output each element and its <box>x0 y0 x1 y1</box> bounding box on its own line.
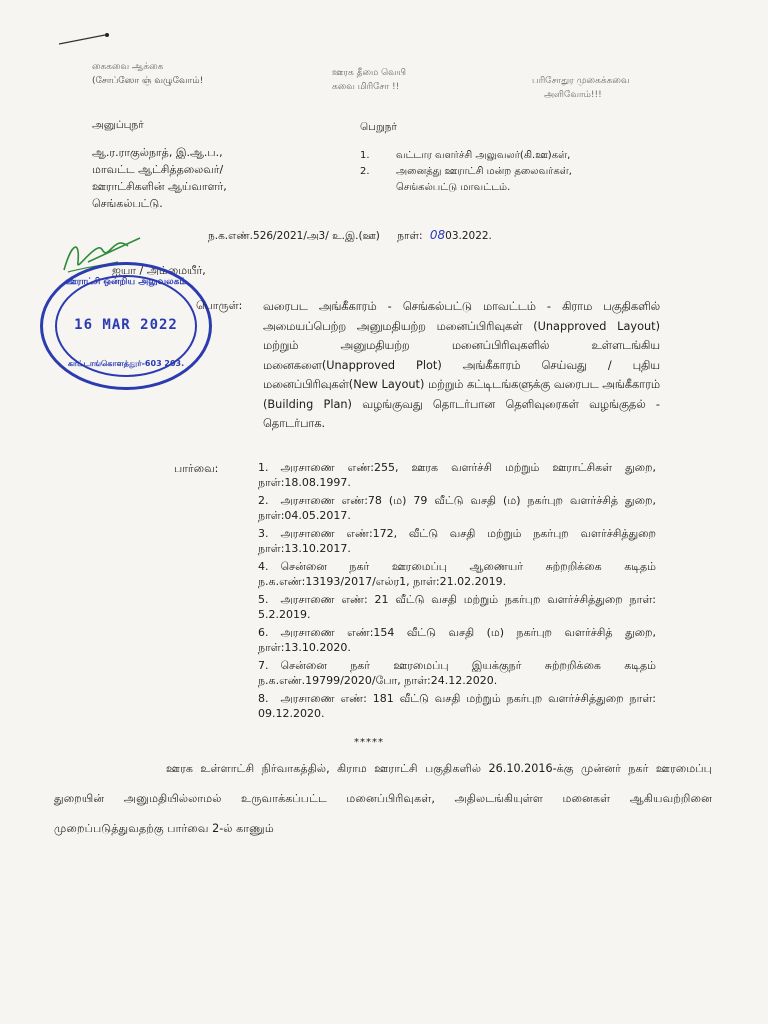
reference-num: 1. <box>258 461 269 474</box>
sender-title1: மாவட்ட ஆட்சித்தலைவர்/ <box>92 163 224 176</box>
reference-text: சென்னை நகர் ஊரமைப்பு ஆணையர் சுற்றறிக்கை கடிதம் ந.க.எண்:13193/2017/எல்ர1, நாள்:21.02.2019. <box>258 560 656 588</box>
reference-item <box>258 526 656 556</box>
reference-text: அரசாணை எண்:172, வீட்டு வசதி மற்றும் நகர்புற வளர்ச்சித்துறை நாள்:13.10.2017. <box>258 527 656 555</box>
subject-label: பொருள்: <box>196 299 243 312</box>
reference-num: 8. <box>258 692 269 705</box>
header-left-line2: (சோப்ஸோ ஞ் வழுவோம்! <box>92 76 204 86</box>
separator-stars: ***** <box>354 737 384 748</box>
header-right-line2: அளிவோம்!!! <box>544 90 602 100</box>
stamp-date: 16 MAR 2022 <box>74 317 178 333</box>
header-slogan-left <box>92 60 203 88</box>
reference-num: 2. <box>258 494 269 507</box>
handwritten-date: 08 <box>429 228 446 242</box>
reference-text: அரசாணை எண்:78 (ம) 79 வீட்டு வசதி (ம) நகர்புற வளர்ச்சித் துறை, நாள்:04.05.2017. <box>258 494 656 522</box>
reference-text: அரசாணை எண்: 181 வீட்டு வசதி மற்றும் நகர்புற வளர்ச்சித்துறை நாள்: 09.12.2020. <box>258 692 656 720</box>
recipient-block <box>360 148 660 196</box>
reference-text: அரசாணை எண்:255, ஊரக வளர்ச்சி மற்றும் ஊராட்சிகள் துறை, நாள்:18.08.1997. <box>258 461 656 489</box>
recipient-num-2: 2. <box>360 166 370 177</box>
date-rest: 03.2022. <box>445 230 492 242</box>
reference-item <box>258 559 656 589</box>
sender-title2: ஊராட்சிகளின் ஆய்வாளர், <box>92 180 227 193</box>
reference-line <box>208 228 492 244</box>
header-slogan-middle <box>332 66 406 94</box>
reference-item <box>258 691 656 721</box>
recipient-item-1 <box>360 148 660 164</box>
salutation: ஐயா / அம்மையீர், <box>112 264 206 277</box>
reference-item <box>258 625 656 655</box>
subject-text: வரைபட அங்கீகாரம் - செங்கல்பட்டு மாவட்டம் - கிராம பகுதிகளில் அமையப்பெற்ற அனுமதியற்ற மனைப்பிரிவுகள் (Unapproved Layout) மற்றும் அனுமதியற்ற மனைப்பிரிவுகளில் உள்ளடங்கிய மனைகளை(Unapproved Plot) அங்கீகாரம் செய்வது / புதிய மனைப்பிரிவுகள்(New Layout) மற்றும் கட்டிடங்களுக்கு வரைபட அங்கீகாரம் (Building Plan) வழங்குவது தொடர்பான தெளிவுரைகள் வழங்குதல் - தொடர்பாக. <box>263 300 660 430</box>
stamp-top-text: ஊராட்சி ஒன்றிய அலுவலகம் <box>65 277 187 287</box>
references-list <box>258 460 656 724</box>
recipient-num-1: 1. <box>360 150 370 161</box>
recipient-place: செங்கல்பட்டு மாவட்டம். <box>396 182 511 193</box>
reference-num: 7. <box>258 659 269 672</box>
header-left-line1: கைகவை ஆக்கை <box>92 62 164 72</box>
stamp-bottom-text: காட்டாங்கொளத்தூர்-603 203. <box>67 359 185 368</box>
reference-item <box>258 592 656 622</box>
reference-item <box>258 493 656 523</box>
sender-place: செங்கல்பட்டு. <box>92 197 163 210</box>
header-middle-line1: ஊரக தீமை வெயி <box>332 68 406 78</box>
reference-item <box>258 460 656 490</box>
reference-num: 6. <box>258 626 269 639</box>
body-paragraph: ஊரக உள்ளாட்சி நிர்வாகத்தில், கிராம ஊராட்சி பகுதிகளில் 26.10.2016-க்கு முன்னர் நகர் ஊரமைப்பு துறையின் அனுமதியில்லாமல் உருவாக்கப்பட்ட மனைப்பிரிவுகள், அதிலடங்கியுள்ள மனைகள் ஆகியவற்றினை முறைப்படுத்துவதற்கு பார்வை 2-ல் காணும் <box>54 762 712 835</box>
reference-text: சென்னை நகர் ஊரமைப்பு இயக்குநர் சுற்றறிக்கை கடிதம் ந.க.எண்.19799/2020/போ, நாள்:24.12.2020. <box>258 659 656 687</box>
date-label: நாள்: <box>397 230 423 242</box>
reference-num: 4. <box>258 560 269 573</box>
reference-text: அரசாணை எண்:154 வீட்டு வசதி (ம) நகர்புற வளர்ச்சித் துறை, நாள்:13.10.2020. <box>258 626 656 654</box>
sender-block <box>92 144 302 212</box>
office-seal-stamp <box>40 262 212 390</box>
sender-name: ஆ.ர.ராகுல்நாத், இ.ஆ.ப., <box>92 146 223 159</box>
from-label: அனுப்புநர் <box>92 119 144 131</box>
header-slogan-right <box>532 74 629 102</box>
pen-mark-icon <box>55 30 115 50</box>
references-label: பார்வை: <box>174 462 219 475</box>
reference-num: 5. <box>258 593 269 606</box>
recipient-text-1: வட்டார வளர்ச்சி அலுவலர்(கி.ஊ)கள், <box>396 150 571 161</box>
header-right-line1: பரிசோதுர முகைக்கவை <box>532 76 630 86</box>
recipient-text-2: அனைத்து ஊராட்சி மன்ற தலைவர்கள், <box>396 166 572 177</box>
recipient-item-2 <box>360 164 660 180</box>
reference-num: 3. <box>258 527 269 540</box>
to-label: பெறுநர் <box>360 121 397 133</box>
reference-number: ந.க.எண்.526/2021/அ3/ உ.இ.(ஊ) <box>208 230 380 242</box>
reference-item <box>258 658 656 688</box>
reference-text: அரசாணை எண்: 21 வீட்டு வசதி மற்றும் நகர்புற வளர்ச்சித்துறை நாள்: 5.2.2019. <box>258 593 656 621</box>
header-middle-line2: கவை மிரிசோ !! <box>332 82 400 92</box>
